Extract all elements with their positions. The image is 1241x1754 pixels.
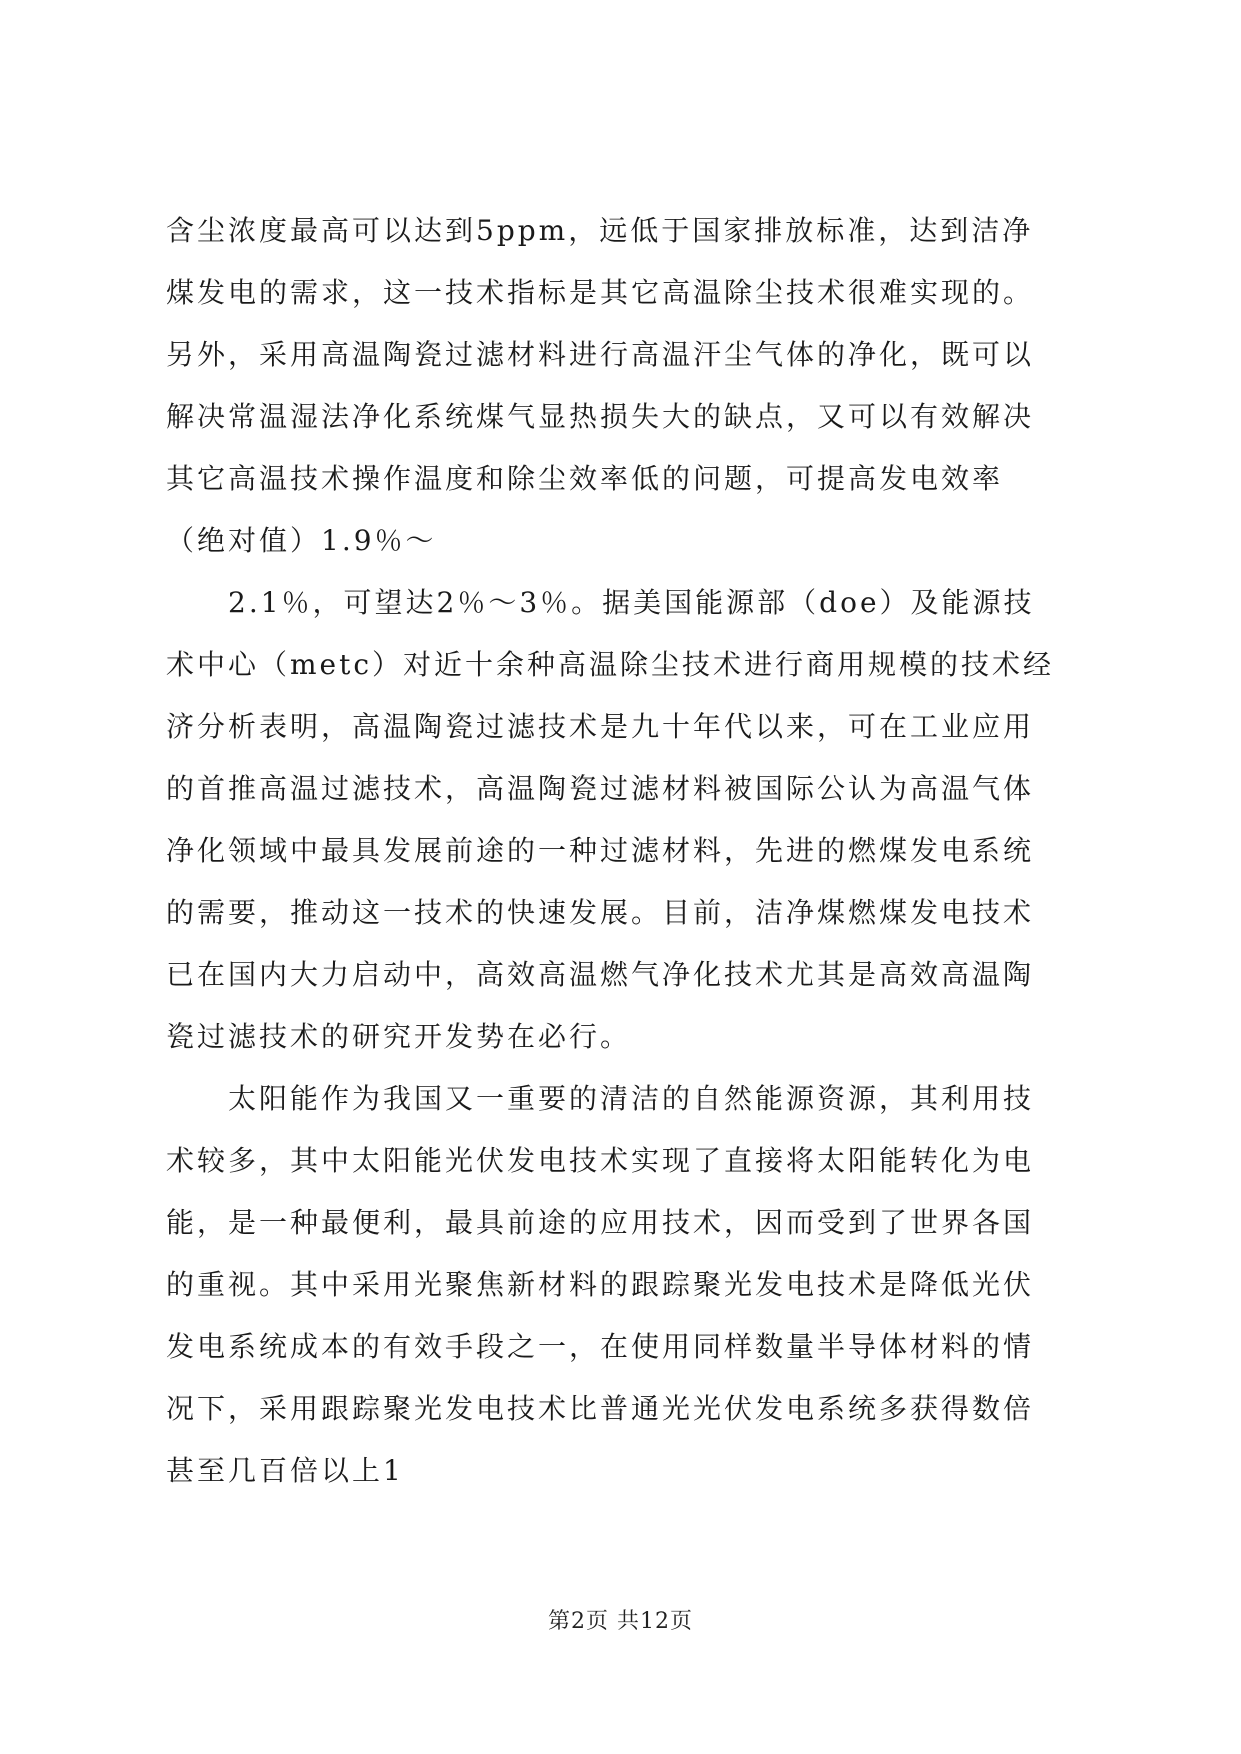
- text-line: 瓷过滤技术的研究开发势在必行。: [166, 1020, 632, 1053]
- text-line: 煤发电的需求，这一技术指标是其它高温除尘技术很难实现的。: [166, 276, 1035, 309]
- text-line: 净化领域中最具发展前途的一种过滤材料，先进的燃煤发电系统: [166, 834, 1035, 867]
- text-line: 术中心（metc）对近十余种高温除尘技术进行商用规模的技术经: [166, 648, 1055, 681]
- text-line: 解决常温湿法净化系统煤气显热损失大的缺点，又可以有效解决: [166, 400, 1035, 433]
- body-text: [166, 200, 1086, 1502]
- text-line: 2.1％，可望达2％～3％。据美国能源部（doe）及能源技: [228, 586, 1035, 619]
- text-line: 甚至几百倍以上1: [166, 1454, 404, 1487]
- page-footer: [0, 1604, 1241, 1635]
- text-line: 况下，采用跟踪聚光发电技术比普通光光伏发电系统多获得数倍: [166, 1392, 1035, 1425]
- text-line: 术较多，其中太阳能光伏发电技术实现了直接将太阳能转化为电: [166, 1144, 1035, 1177]
- text-line: 济分析表明，高温陶瓷过滤技术是九十年代以来，可在工业应用: [166, 710, 1035, 743]
- text-line: 含尘浓度最高可以达到5ppm，远低于国家排放标准，达到洁净: [166, 214, 1034, 247]
- text-line: 的重视。其中采用光聚焦新材料的跟踪聚光发电技术是降低光伏: [166, 1268, 1035, 1301]
- text-line: 另外，采用高温陶瓷过滤材料进行高温汗尘气体的净化，既可以: [166, 338, 1035, 371]
- page-number: 第2页 共12页: [548, 1609, 693, 1634]
- text-line: 能，是一种最便利，最具前途的应用技术，因而受到了世界各国: [166, 1206, 1035, 1239]
- text-line: 发电系统成本的有效手段之一，在使用同样数量半导体材料的情: [166, 1330, 1035, 1363]
- text-line: 已在国内大力启动中，高效高温燃气净化技术尤其是高效高温陶: [166, 958, 1035, 991]
- text-line: 的需要，推动这一技术的快速发展。目前，洁净煤燃煤发电技术: [166, 896, 1035, 929]
- text-line: （绝对值）1.9％～: [166, 524, 437, 557]
- text-line: 的首推高温过滤技术，高温陶瓷过滤材料被国际公认为高温气体: [166, 772, 1035, 805]
- text-line: 太阳能作为我国又一重要的清洁的自然能源资源，其利用技: [228, 1082, 1035, 1115]
- text-line: 其它高温技术操作温度和除尘效率低的问题，可提高发电效率: [166, 462, 1004, 495]
